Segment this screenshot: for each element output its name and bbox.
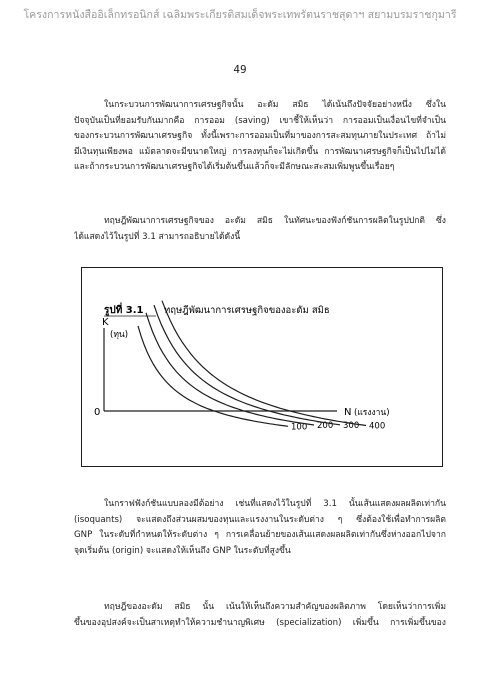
- text-line: มีเงินทุนเพียงพอ แม้ตลาดจะมีขนาดใหญ่ การลงทุนก็จะไม่เกิดขึ้น การพัฒนาเศรษฐกิจก็เป็นไปไม่ได้: [74, 146, 446, 157]
- figure-caption-title: ทฤษฎีพัฒนาการเศรษฐกิจของอะดัม สมิธ: [164, 305, 330, 316]
- text-line: จุดเริ่มต้น (origin) จะแสดงให้เห็นถึง GNP ในระดับที่สูงขึ้น: [74, 545, 291, 556]
- figure-caption-label: รูปที่ 3.1: [104, 305, 144, 316]
- page-number: 49: [233, 63, 247, 76]
- isoquant-label-300: 300: [343, 420, 360, 431]
- x-axis-label: N: [344, 407, 352, 418]
- paragraph-isoquants: [74, 497, 446, 559]
- text-line: ในกระบวนการพัฒนาการเศรษฐกิจนั้น อะดัม สมิธ ได้เน้นถึงปัจจัยอย่างหนึ่ง ซึ่งใน: [104, 100, 446, 110]
- isoquant-curve-200: [146, 313, 314, 425]
- text-line: ในกราฟฟังก์ชันแบบลองมีต้อย่าง เช่นที่แสดงไว้ในรูปที่ 3.1 นั้นเส้นแสดงผลผลิตเท่ากัน: [104, 499, 446, 509]
- paragraph-productivity: [74, 600, 446, 631]
- figure-box: [81, 267, 443, 467]
- text-line: ขึ้นของอุปสงค์จะเป็นสาเหตุทำให้ความชำนาญพิเศษ (specialization) เพิ่มขึ้น การเพิ่มขึ้นของ: [74, 617, 446, 628]
- paragraph-theory-intro: [74, 214, 446, 245]
- text-line: (isoquants) จะแสดงถึงส่วนผสมของทุนและแรงงานในระดับต่าง ๆ ซึ่งต้องใช้เพื่อทำการผลิต: [74, 514, 446, 525]
- text-line: ได้แสดงไว้ในรูปที่ 3.1 สามารถอธิบายได้ดังนี้: [74, 231, 241, 242]
- x-axis-unit: (แรงงาน): [354, 408, 390, 418]
- isoquant-chart: [82, 268, 442, 466]
- y-axis-unit: (ทุน): [110, 330, 129, 340]
- text-line: GNP ในระดับที่กำหนดให้ระดับต่าง ๆ การเคลื่อนย้ายของเส้นแสดงผลผลิตเท่ากันซึ่งห่างออกไปจาก: [74, 530, 446, 540]
- page-header: โครงการหนังสืออิเล็กทรอนิกส์ เฉลิมพระเกียรติสมเด็จพระเทพรัตนราชสุดาฯ สยามบรมราชกุมารี: [23, 9, 457, 21]
- isoquant-curve-300: [154, 305, 340, 425]
- text-line: ปัจจุบันเป็นที่ยอมรับกันมากคือ การออม (saving) เขาชี้ให้เห็นว่า การออมเป็นเงื่อนไขที่จำเป็น: [74, 115, 446, 126]
- isoquant-label-100: 100: [291, 422, 308, 433]
- paragraph-saving: [74, 98, 446, 176]
- y-axis-label: K: [102, 317, 109, 328]
- text-line: ทฤษฎีพัฒนาการเศรษฐกิจของ อะดัม สมิธ ในทัศนะของฟังก์ชันการผลิตในรูปปกติ ซึ่ง: [104, 216, 446, 226]
- isoquant-label-200: 200: [317, 421, 334, 431]
- isoquant-curve-400: [162, 301, 366, 426]
- text-line: และถ้ากระบวนการพัฒนาเศรษฐกิจได้เริ่มต้นขึ้นแล้วก็จะมีลักษณะสะสมเพิ่มพูนขึ้นเรื่อยๆ: [74, 162, 395, 172]
- isoquant-label-400: 400: [369, 421, 386, 432]
- text-line: ของกระบวนการพัฒนาเศรษฐกิจ ทั้งนี้เพราะการออมเป็นที่มาของการสะสมทุนภายในประเทศ ถ้าไม่: [74, 131, 446, 141]
- text-line: ทฤษฎีของอะดัม สมิธ นั้น เน้นให้เห็นถึงความสำคัญของผลิตภาพ โดยเห็นว่าการเพิ่ม: [104, 602, 446, 612]
- origin-label: 0: [94, 407, 101, 418]
